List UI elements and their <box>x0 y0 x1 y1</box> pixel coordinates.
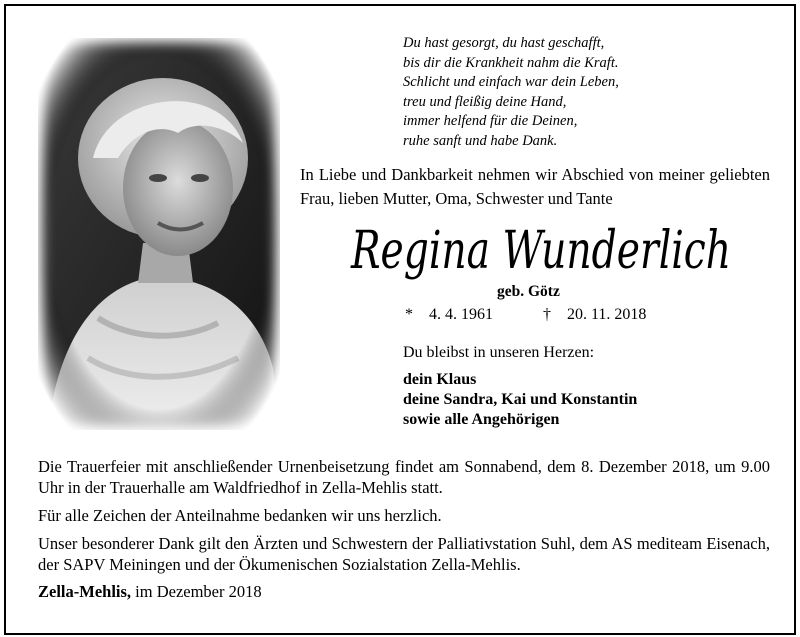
family-line: deine Sandra, Kai und Konstantin <box>403 391 638 408</box>
signature-place: Zella-Mehlis, <box>38 582 132 601</box>
poem-line: Schlicht und einfach war dein Leben, <box>403 74 619 90</box>
maiden-name: geb. Götz <box>497 283 560 300</box>
life-dates <box>405 306 646 324</box>
notice-body <box>38 456 770 582</box>
poem-line: bis dir die Krankheit nahm die Kraft. <box>403 54 619 71</box>
born-date: 4. 4. 1961 <box>429 306 493 323</box>
poem <box>403 34 619 151</box>
svg-text:Regina Wunderlich: Regina Wunderlich <box>350 221 731 281</box>
signature <box>38 582 262 602</box>
deceased-name <box>346 210 736 290</box>
thanks-paragraph: Für alle Zeichen der Anteilnahme bedanken wir uns herzlich. <box>38 506 442 525</box>
special-thanks-paragraph: Unser besonderer Dank gilt den Ärzten und Schwestern der Palliativstation Suhl, dem AS mediteam Eisenach, der SAPV Meiningen und der Ökumenischen Sozialstation Zella-Mehlis. <box>38 534 770 574</box>
poem-line: treu und fleißig deine Hand, <box>403 93 567 110</box>
died-date: 20. 11. 2018 <box>567 306 647 323</box>
family-line: dein Klaus <box>403 371 477 388</box>
poem-line: immer helfend für die Deinen, <box>403 113 578 129</box>
portrait-photo <box>38 38 280 430</box>
died-symbol: † <box>543 306 551 323</box>
signature-date: im Dezember 2018 <box>135 582 262 601</box>
poem-line: ruhe sanft und habe Dank. <box>403 132 558 149</box>
funeral-paragraph: Die Trauerfeier mit anschließender Urnenbeisetzung findet am Sonnabend, dem 8. Dezember 2018, um 9.00 Uhr in der Trauerhalle am Waldfriedhof in Zella-Mehlis statt. <box>38 457 770 497</box>
family-line: sowie alle Angehörigen <box>403 411 560 428</box>
poem-line: Du hast gesorgt, du hast geschafft, <box>403 35 605 51</box>
born-symbol: * <box>405 306 413 323</box>
remembrance-line: Du bleibst in unseren Herzen: <box>403 344 595 361</box>
family-list <box>403 370 637 430</box>
intro-text: In Liebe und Dankbarkeit nehmen wir Abschied von meiner geliebten Frau, lieben Mutter, Oma, Schwester und Tante <box>300 165 770 208</box>
